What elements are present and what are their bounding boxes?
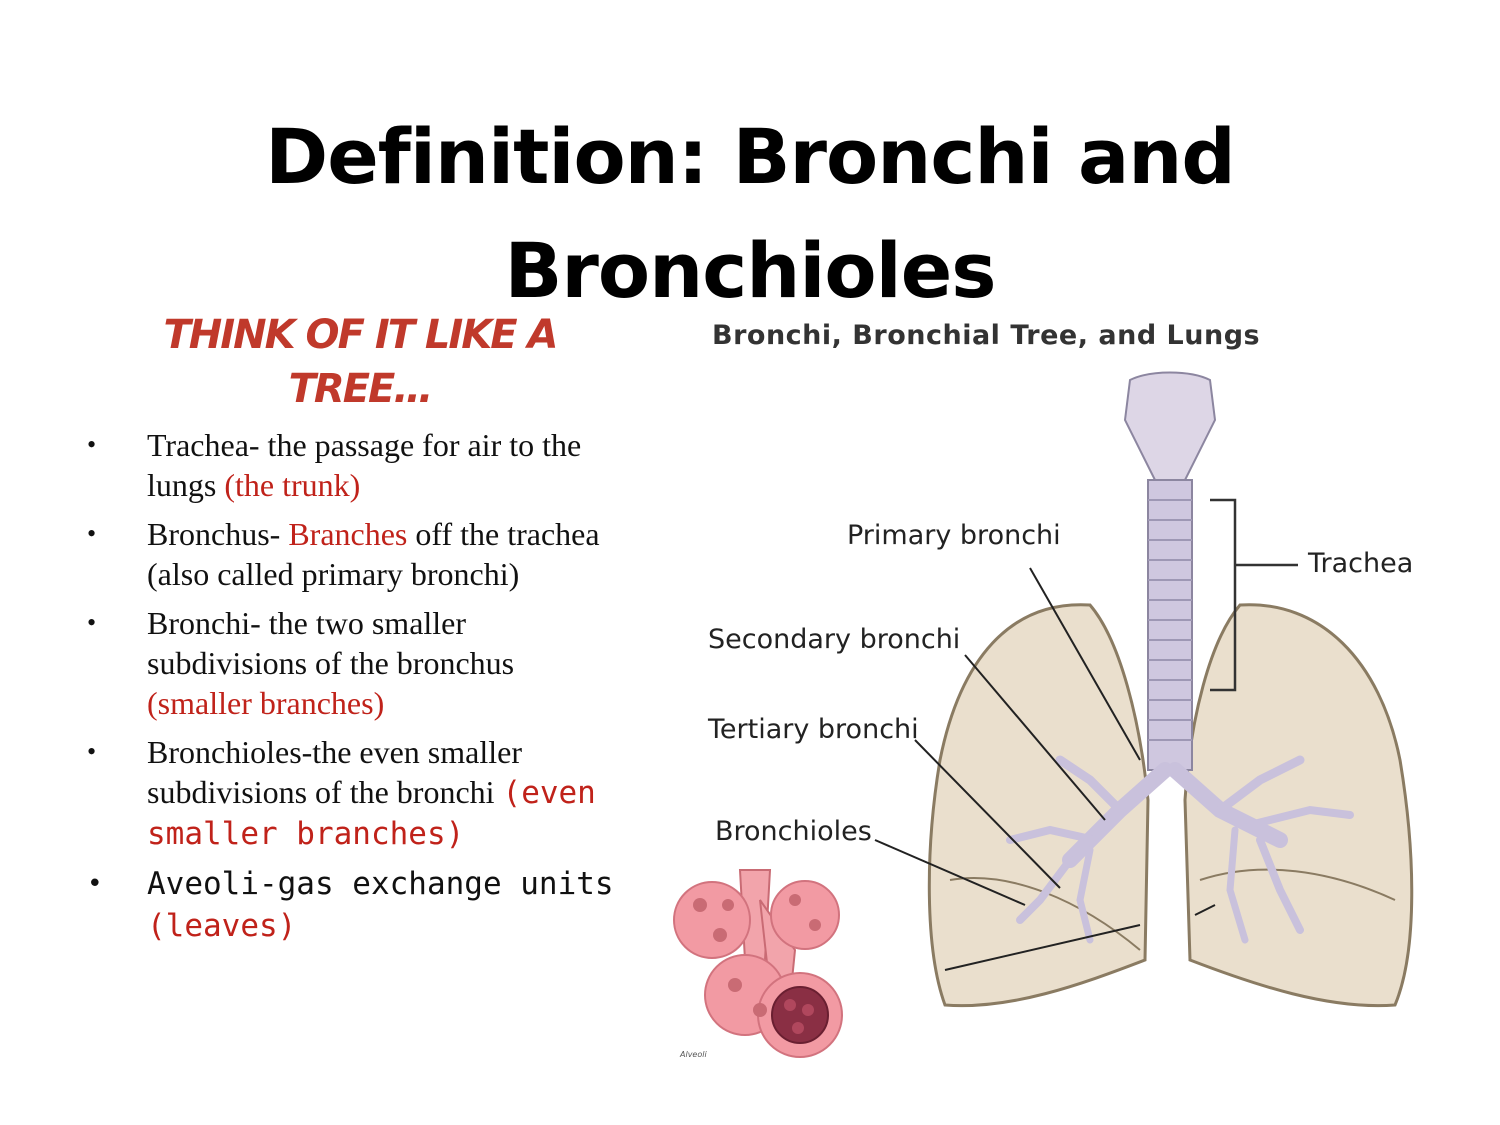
label-primary-bronchi: Primary bronchi [847, 520, 1061, 551]
subtitle-line2: TREE… [288, 366, 432, 412]
slide-title-line1: Definition: Bronchi and [265, 112, 1235, 201]
bullet-list [85, 425, 625, 956]
lung-diagram [670, 300, 1490, 1120]
bullet-text: Bronchioles-the even smaller subdivisions of the bronchi [147, 734, 522, 810]
bullet-text: Bronchi- the two smaller subdivisions of the bronchus [147, 605, 515, 681]
slide-title-line2: Bronchioles [504, 226, 996, 315]
bullet-bronchi [85, 603, 625, 723]
bullet-text: Trachea- the passage for air to the lungs [147, 427, 582, 503]
bullet-trachea [85, 425, 625, 505]
bullet-aveoli [85, 863, 625, 947]
bullet-dot: • [87, 430, 97, 459]
bullet-highlight: Branches [288, 516, 408, 552]
alveoli-illustration [674, 870, 842, 1057]
label-trachea: Trachea [1308, 548, 1414, 579]
bullet-text-tail: off the trachea (also called primary bronchi) [147, 516, 600, 592]
label-bronchioles: Bronchioles [715, 816, 872, 847]
bullet-dot: • [87, 737, 97, 766]
diagram-title: Bronchi, Bronchial Tree, and Lungs [712, 320, 1261, 351]
slide-title [0, 100, 1500, 328]
trachea-shape [1148, 480, 1192, 770]
bullet-text: Bronchus- [147, 516, 289, 552]
bullet-dot: • [87, 869, 103, 899]
bullet-highlight: (the trunk) [224, 467, 361, 503]
subtitle-line1: THINK OF IT LIKE A [163, 312, 557, 358]
bullet-highlight: (even smaller branches) [147, 775, 596, 852]
larynx-shape [1125, 373, 1215, 481]
bullet-bronchioles [85, 732, 625, 854]
bullet-text: Aveoli-gas exchange units [147, 866, 614, 902]
bullet-dot: • [87, 608, 97, 637]
bullet-highlight: (smaller branches) [147, 685, 385, 721]
label-tertiary-bronchi: Tertiary bronchi [708, 714, 919, 745]
label-secondary-bronchi: Secondary bronchi [708, 624, 961, 655]
bullet-bronchus [85, 514, 625, 594]
slide-subtitle [110, 308, 610, 416]
bullet-dot: • [87, 519, 97, 548]
bullet-highlight: (leaves) [147, 908, 297, 944]
alveoli-credit: Alveoli [680, 1050, 707, 1059]
